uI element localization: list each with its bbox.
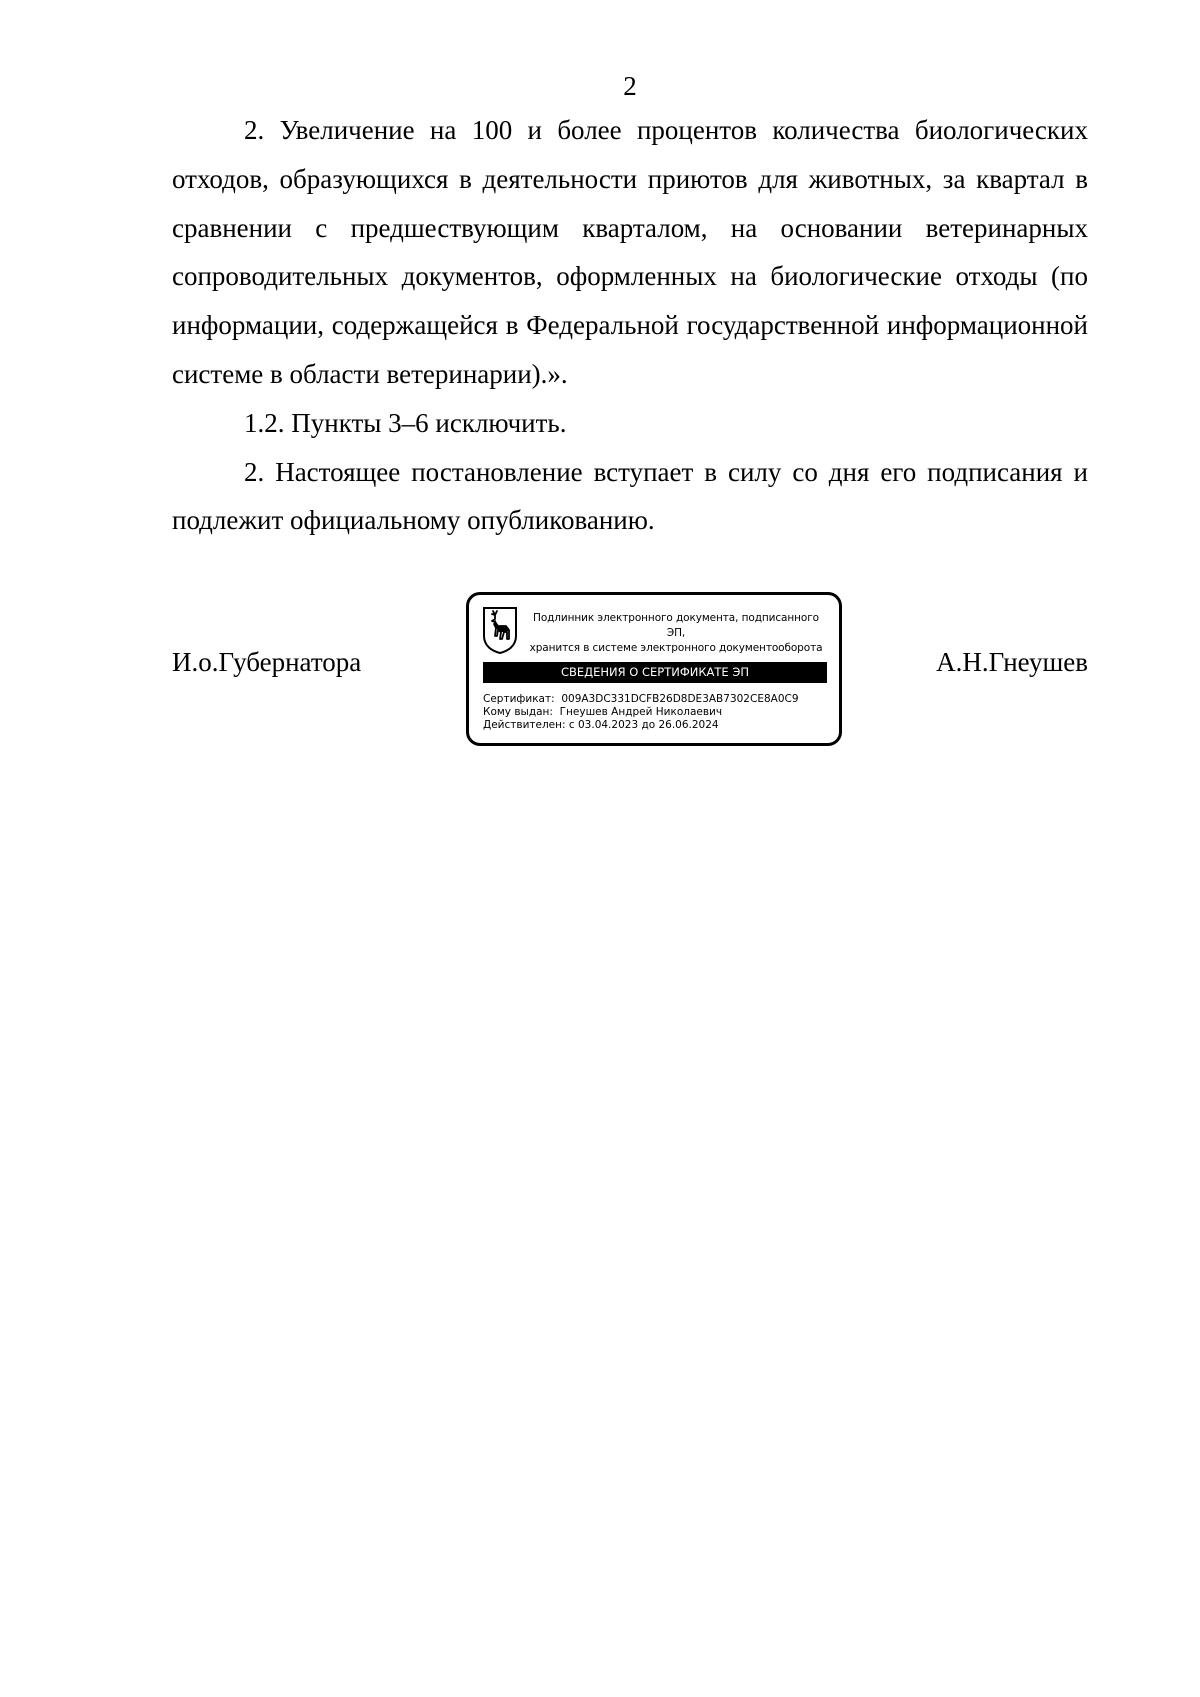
signer-name: А.Н.Гнеушев	[936, 647, 1088, 677]
certificate-label: Сертификат:	[483, 693, 555, 705]
validity-label: Действителен:	[483, 719, 566, 731]
deer-coat-of-arms-icon	[482, 606, 518, 654]
stamp-title-bar: СВЕДЕНИЯ О СЕРТИФИКАТЕ ЭП	[483, 662, 827, 683]
paragraph-effective-date: 2. Настоящее постановление вступает в силу со дня его подписания и подлежит официальному опубликованию.	[172, 456, 1088, 536]
stamp-header	[525, 611, 827, 656]
page-number: 2	[623, 71, 637, 101]
certificate-row	[483, 693, 799, 706]
validity-row	[483, 719, 799, 732]
signature-block	[172, 592, 1088, 754]
signer-title: И.о.Губернатора	[172, 647, 362, 677]
paragraph-item-2: 2. Увеличение на 100 и более процентов количества биологических отходов, образующихся в деятельности приютов для животных, за квартал в сравнении с предшествующим кварталом, на основании ветеринарных сопроводительных документов, оформленных на биологические отходы (по информации, содержащейся в Федеральной государственной информационной системе в области ветеринарии).».	[172, 115, 1088, 389]
issued-to-label: Кому выдан:	[483, 706, 553, 718]
issued-to-row	[483, 706, 799, 719]
stamp-header-line-2: хранится в системе электронного документооборота	[529, 642, 823, 654]
document-body	[172, 106, 1088, 545]
paragraph-item-1-2: 1.2. Пункты 3–6 исключить.	[244, 407, 567, 438]
stamp-header-line-1: Подлинник электронного документа, подписанного ЭП,	[533, 612, 819, 639]
stamp-details	[483, 693, 799, 732]
issued-to-value: Гнеушев Андрей Николаевич	[559, 706, 723, 718]
electronic-signature-stamp	[466, 592, 842, 746]
certificate-value: 009A3DC331DCFB26D8DE3AB7302CE8A0C9	[561, 693, 799, 705]
validity-value: с 03.04.2023 до 26.06.2024	[568, 719, 719, 731]
